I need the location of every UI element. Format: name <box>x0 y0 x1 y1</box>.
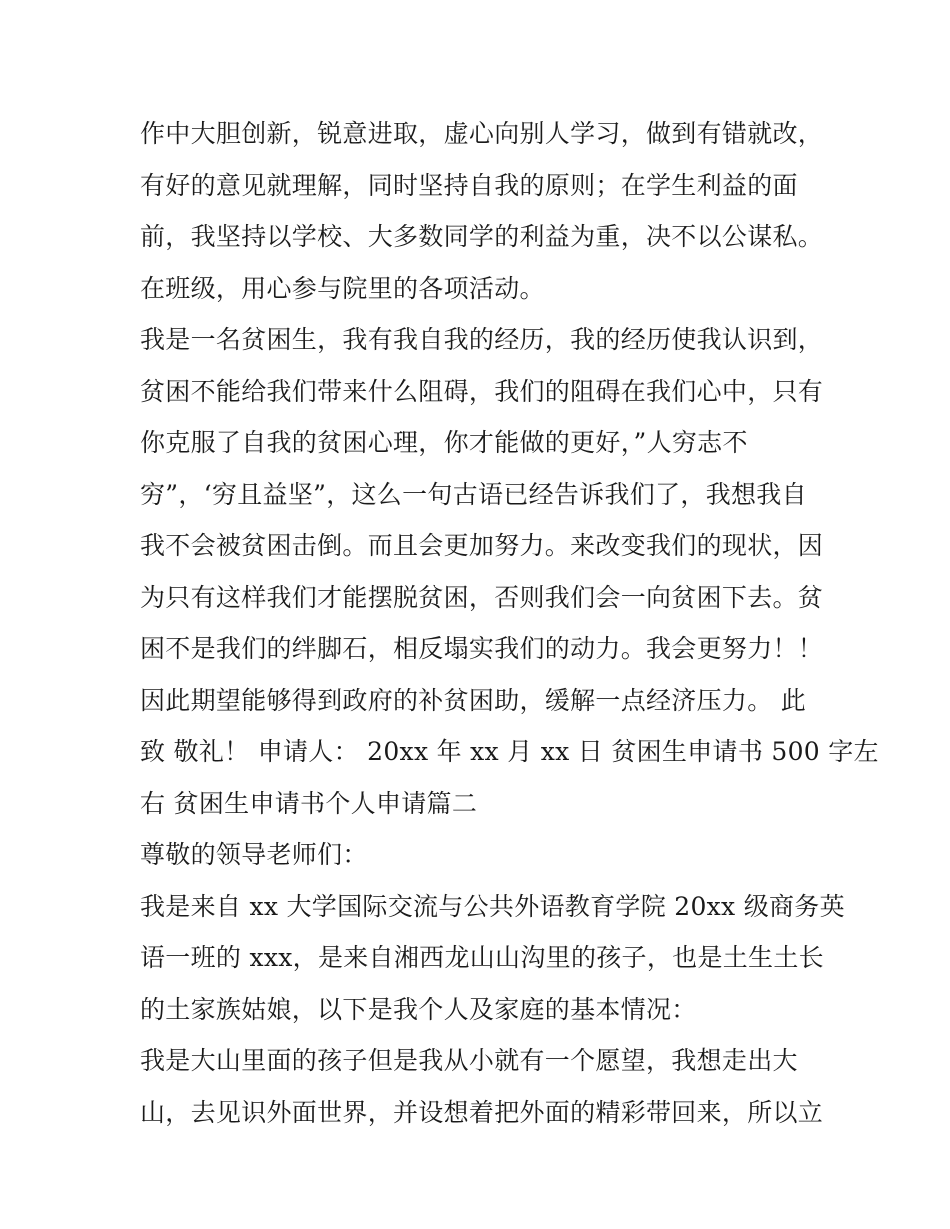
text-line: 我不会被贫困击倒。而且会更加努力。来改变我们的现状，因 <box>140 531 824 560</box>
text-line: 我是一名贫困生，我有我自我的经历，我的经历使我认识到， <box>140 325 824 354</box>
text-line: 我是来自 xx 大学国际交流与公共外语教育学院 20xx 级商务英 <box>140 891 845 921</box>
text-line: 贫困不能给我们带来什么阻碍，我们的阻碍在我们心中，只有 <box>140 376 824 406</box>
text-line: 右 贫困生申请书个人申请篇二 <box>140 788 478 818</box>
text-line: 在班级，用心参与院里的各项活动。 <box>140 273 545 303</box>
text-line: 穷”，‘穷且益坚”，这么一句古语已经告诉我们了，我想我自 <box>140 479 807 509</box>
text-line: 尊敬的领导老师们： <box>140 840 368 869</box>
text-line: 有好的意见就理解，同时坚持自我的原则；在学生利益的面 <box>140 170 798 200</box>
text-line: 困不是我们的绊脚石，相反塌实我们的动力。我会更努力！！ <box>140 634 824 663</box>
text-line: 为只有这样我们才能摆脱贫困，否则我们会一向贫困下去。贫 <box>140 582 824 612</box>
text-line: 因此期望能够得到政府的补贫困助，缓解一点经济压力。 此 <box>140 685 807 715</box>
text-line: 致 敬礼！ 申请人： 20xx 年 xx 月 xx 日 贫困生申请书 500 字左 <box>140 737 879 766</box>
text-line: 你克服了自我的贫困心理，你才能做的更好，”人穷志不 <box>140 428 748 457</box>
body-text <box>140 108 879 1138</box>
text-line: 的土家族姑娘，以下是我个人及家庭的基本情况： <box>140 994 697 1024</box>
text-line: 语一班的 xxx，是来自湘西龙山山沟里的孩子，也是土生土长 <box>140 943 824 972</box>
text-line: 作中大胆创新，锐意进取，虚心向别人学习，做到有错就改， <box>140 119 824 148</box>
text-line: 我是大山里面的孩子但是我从小就有一个愿望，我想走出大 <box>140 1046 798 1075</box>
text-line: 前，我坚持以学校、大多数同学的利益为重，决不以公谋私。 <box>140 222 824 251</box>
text-line: 山，去见识外面世界，并设想着把外面的精彩带回来，所以立 <box>140 1097 824 1127</box>
